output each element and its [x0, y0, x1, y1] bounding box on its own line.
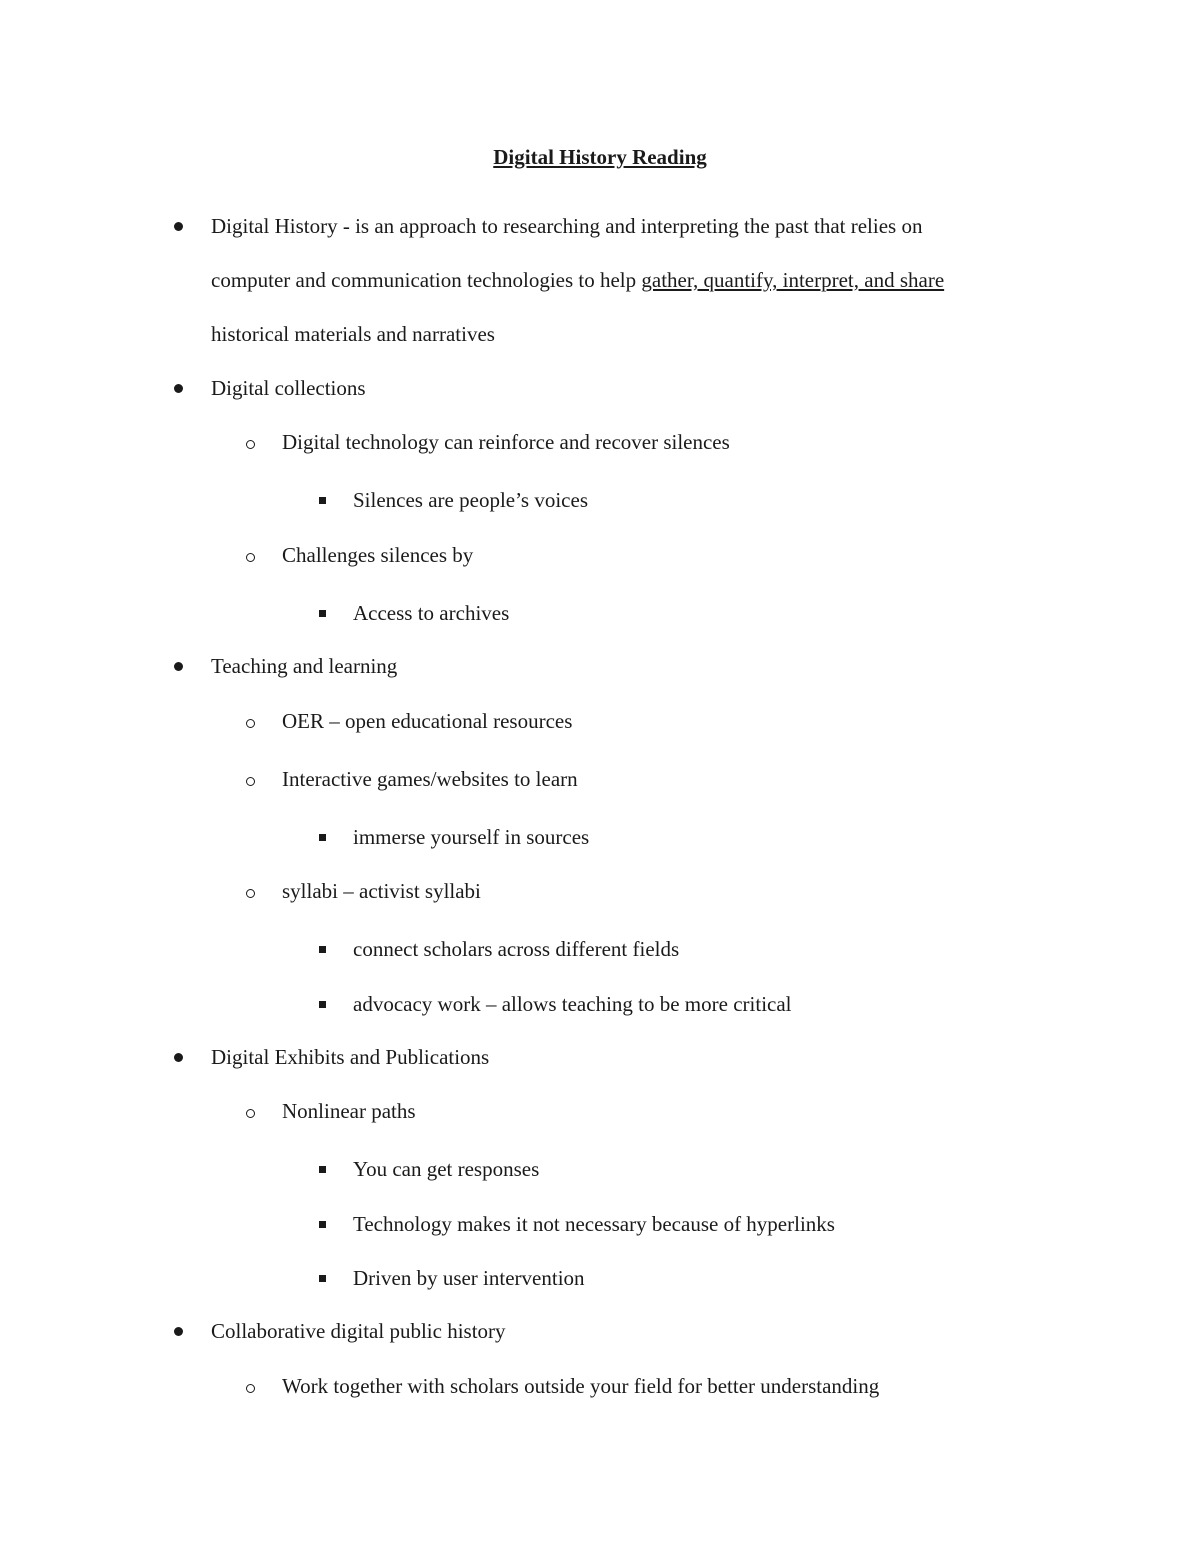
- bullet-square-icon: [319, 598, 326, 628]
- list-item: Interactive games/websites to learn: [282, 767, 578, 791]
- bullet-square-icon: [319, 1154, 326, 1184]
- bullet-circle-icon: [246, 876, 255, 906]
- list-item: immerse yourself in sources: [353, 825, 590, 849]
- list-item-text-continued: historical materials and narratives: [211, 322, 495, 346]
- bullet-disc-icon: [174, 1042, 183, 1072]
- list-item: You can get responses: [353, 1157, 540, 1181]
- bullet-disc-icon: [174, 1316, 183, 1346]
- list-item: Driven by user intervention: [353, 1266, 585, 1290]
- list-item: connect scholars across different fields: [353, 937, 680, 961]
- underlined-text: gather, quantify, interpret, and share: [641, 268, 945, 292]
- list-item: Collaborative digital public history: [211, 1319, 506, 1343]
- list-item: Digital collections: [211, 376, 366, 400]
- bullet-square-icon: [319, 1209, 326, 1239]
- list-item: OER – open educational resources: [282, 709, 573, 733]
- bullet-circle-icon: [246, 427, 255, 457]
- list-item-text: Digital History - is an approach to researching and interpreting the past that relies on: [211, 214, 923, 238]
- list-item: Challenges silences by: [282, 543, 474, 567]
- list-item: Access to archives: [353, 601, 510, 625]
- list-item: advocacy work – allows teaching to be more critical: [353, 992, 792, 1016]
- bullet-disc-icon: [174, 211, 183, 241]
- list-item: Silences are people’s voices: [353, 488, 588, 512]
- bullet-circle-icon: [246, 706, 255, 736]
- bullet-square-icon: [319, 822, 326, 852]
- bullet-disc-icon: [174, 373, 183, 403]
- bullet-square-icon: [319, 485, 326, 515]
- list-item-text-continued: [211, 265, 944, 295]
- bullet-disc-icon: [174, 651, 183, 681]
- bullet-circle-icon: [246, 540, 255, 570]
- list-item: Digital technology can reinforce and recover silences: [282, 430, 730, 454]
- bullet-square-icon: [319, 989, 326, 1019]
- list-item: Digital Exhibits and Publications: [211, 1045, 490, 1069]
- list-item: Technology makes it not necessary because of hyperlinks: [353, 1212, 835, 1236]
- list-item: syllabi – activist syllabi: [282, 879, 481, 903]
- bullet-square-icon: [319, 1263, 326, 1293]
- bullet-square-icon: [319, 934, 326, 964]
- page-title: Digital History Reading: [493, 145, 707, 169]
- plain-text: computer and communication technologies to help: [211, 268, 642, 292]
- list-item: Teaching and learning: [211, 654, 398, 678]
- bullet-circle-icon: [246, 1371, 255, 1401]
- bullet-circle-icon: [246, 1096, 255, 1126]
- list-item: Nonlinear paths: [282, 1099, 416, 1123]
- list-item: Work together with scholars outside your field for better understanding: [282, 1374, 880, 1398]
- bullet-circle-icon: [246, 764, 255, 794]
